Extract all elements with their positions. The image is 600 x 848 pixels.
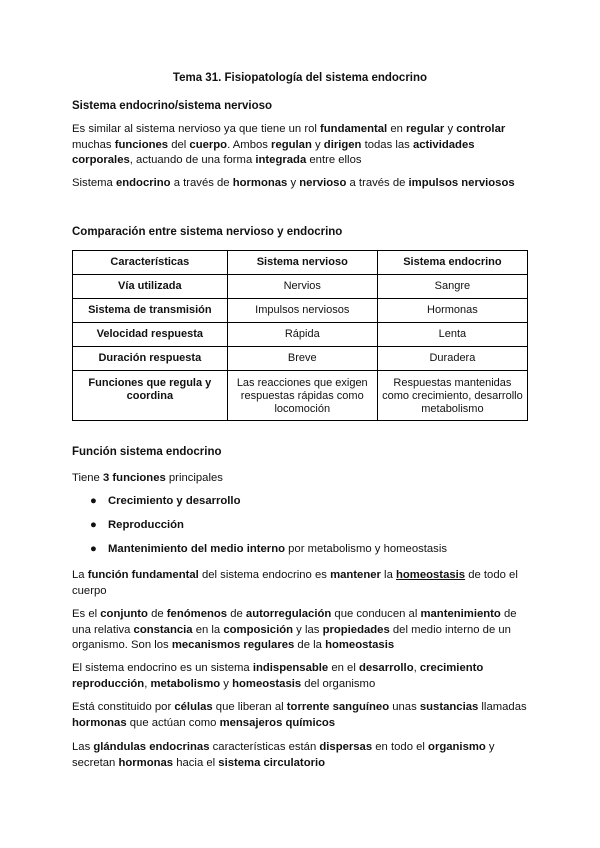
table-cell: Duradera <box>377 347 527 371</box>
comparison-table <box>72 250 528 421</box>
table-header-row <box>73 251 528 275</box>
table-cell: Sangre <box>377 275 527 299</box>
table-cell: Sistema de transmisión <box>73 299 228 323</box>
page-title: Tema 31. Fisiopatología del sistema endocrino <box>172 72 428 84</box>
paragraph-constituido: Está constituido por células que liberan al torrente sanguíneo unas sustancias llamadas hormonas que actúan como mensajeros químicos <box>72 701 527 729</box>
table-header-cell: Sistema nervioso <box>227 251 377 275</box>
table-cell: Hormonas <box>377 299 527 323</box>
list-item: ● Reproducción <box>90 519 184 531</box>
table-cell: Las reacciones que exigen respuestas rápidas como locomoción <box>227 371 377 421</box>
table-row <box>73 371 528 421</box>
paragraph-funcion-fundamental: La función fundamental del sistema endocrino es mantener la homeostasis de todo el cuerpo <box>72 569 518 597</box>
paragraph-tiene-funciones: Tiene 3 funciones principales <box>72 472 223 484</box>
table-header-cell: Sistema endocrino <box>377 251 527 275</box>
paragraph-sistema-endocrino: Sistema endocrino a través de hormonas y nervioso a través de impulsos nerviosos <box>72 177 515 189</box>
list-item: ● Crecimiento y desarrollo <box>90 495 241 507</box>
table-cell: Nervios <box>227 275 377 299</box>
section-heading-comparacion: Comparación entre sistema nervioso y endocrino <box>72 226 343 238</box>
table-row <box>73 299 528 323</box>
table-cell: Rápida <box>227 323 377 347</box>
table-cell: Funciones que regula y coordina <box>73 371 228 421</box>
table-cell: Respuestas mantenidas como crecimiento, desarrollo metabolismo <box>377 371 527 421</box>
bullet-icon: ● <box>90 543 97 555</box>
table-cell: Velocidad respuesta <box>73 323 228 347</box>
bullet-icon: ● <box>90 495 97 507</box>
paragraph-similar: Es similar al sistema nervioso ya que tiene un rol fundamental en regular y controlar muchas funciones del cuerpo. Ambos regulan y dirigen todas las actividades corporales, actuando de una forma integrada entre ellos <box>72 123 506 166</box>
table-row <box>73 275 528 299</box>
table-row <box>73 347 528 371</box>
table-header-cell: Características <box>73 251 228 275</box>
table-cell: Breve <box>227 347 377 371</box>
section-heading-funcion: Función sistema endocrino <box>72 446 222 458</box>
paragraph-indispensable: El sistema endocrino es un sistema indispensable en el desarrollo, crecimiento reproducción, metabolismo y homeostasis del organismo <box>72 662 484 690</box>
table-cell: Vía utilizada <box>73 275 228 299</box>
paragraph-glandulas: Las glándulas endocrinas características están dispersas en todo el organismo y secretan hormonas hacia el sistema circulatorio <box>72 741 495 769</box>
bullet-icon: ● <box>90 519 97 531</box>
list-item: ● Mantenimiento del medio interno por metabolismo y homeostasis <box>90 543 447 555</box>
section-heading-endocrino-nervioso: Sistema endocrino/sistema nervioso <box>72 100 273 112</box>
table-cell: Lenta <box>377 323 527 347</box>
table-row <box>73 323 528 347</box>
table-cell: Duración respuesta <box>73 347 228 371</box>
table-cell: Impulsos nerviosos <box>227 299 377 323</box>
paragraph-conjunto: Es el conjunto de fenómenos de autorregulación que conducen al mantenimiento de una relativa constancia en la composición y las propiedades del medio interno de un organismo. Son los mecanismos regulares de la homeostasis <box>72 608 517 651</box>
